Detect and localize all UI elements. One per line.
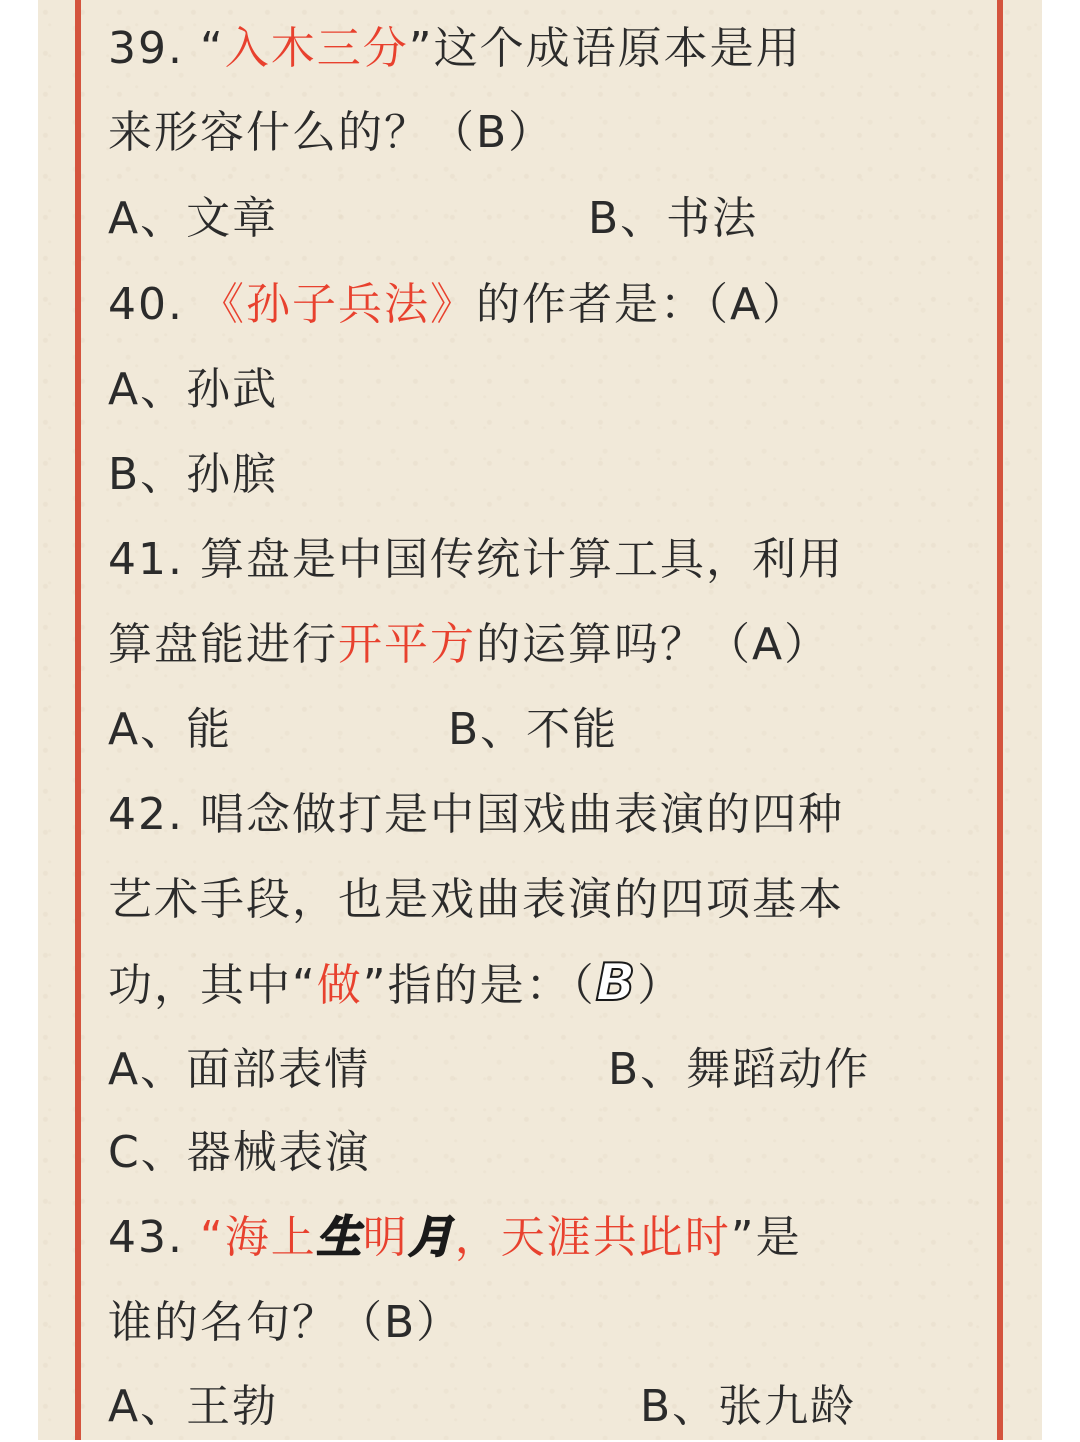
q39-option-b: B、书法 bbox=[588, 193, 759, 244]
q43-option-b: B、张九龄 bbox=[640, 1381, 857, 1432]
q40-option-a: A、孙武 bbox=[108, 364, 279, 415]
q42-line3-pre: 功，其中“ bbox=[108, 960, 317, 1011]
q41-option-a: A、能 bbox=[108, 704, 233, 755]
q40-number: 40. bbox=[108, 279, 184, 330]
q43-handwritten-char2: 月 bbox=[408, 1212, 455, 1263]
q39-line2: 来形容什么的？（B） bbox=[108, 107, 555, 158]
q43-line2: 谁的名句？（B） bbox=[108, 1297, 463, 1348]
left-red-border bbox=[75, 0, 81, 1440]
q40-rest: 的作者是：（A） bbox=[475, 279, 809, 330]
q42-option-b: B、舞蹈动作 bbox=[608, 1044, 871, 1095]
q42-option-a: A、面部表情 bbox=[108, 1044, 371, 1095]
q42-highlight: 做 bbox=[316, 960, 363, 1011]
q43-option-a: A、王勃 bbox=[108, 1381, 279, 1432]
q43-options bbox=[108, 1372, 968, 1442]
q41-highlight: 开平方 bbox=[338, 619, 476, 670]
q39-line1 bbox=[108, 14, 802, 84]
q42-answer-close: ） bbox=[637, 960, 684, 1011]
q39-rest: 这个成语原本是用 bbox=[433, 23, 802, 74]
q42-line3-post: ”指的是：（ bbox=[362, 960, 596, 1011]
q42-option-c: C、器械表演 bbox=[108, 1127, 371, 1178]
q43-quote-part1: “海上 bbox=[199, 1212, 317, 1263]
q40-option-b: B、孙膑 bbox=[108, 449, 279, 500]
q41-line2 bbox=[108, 610, 830, 680]
q39-option-a: A、文章 bbox=[108, 193, 279, 244]
right-red-border bbox=[997, 0, 1003, 1440]
q43-line1 bbox=[108, 1203, 802, 1273]
q39-close-quote: ” bbox=[408, 23, 434, 74]
q40-book-title: 《孙子兵法》 bbox=[199, 279, 476, 330]
q39-options bbox=[108, 184, 968, 254]
q43-close: ”是 bbox=[730, 1212, 802, 1263]
q42-line3 bbox=[108, 948, 683, 1018]
q41-line2-pre: 算盘能进行 bbox=[108, 619, 338, 670]
q42-options-ab bbox=[108, 1035, 968, 1105]
q41-options bbox=[108, 695, 968, 765]
q41-option-b: B、不能 bbox=[448, 704, 619, 755]
q43-number: 43. bbox=[108, 1212, 184, 1263]
q43-quote-part2: 明 bbox=[362, 1212, 409, 1263]
q43-quote-part3: ，天涯共此时 bbox=[454, 1212, 731, 1263]
q39-open-quote: “ bbox=[199, 23, 225, 74]
q42-line1: 42. 唱念做打是中国戏曲表演的四种 bbox=[108, 789, 844, 840]
q39-idiom: 入木三分 bbox=[224, 23, 409, 74]
q41-line2-post: 的运算吗？（A） bbox=[476, 619, 831, 670]
q41-line1: 41. 算盘是中国传统计算工具，利用 bbox=[108, 534, 844, 585]
q40-line1 bbox=[108, 270, 808, 340]
q42-handwritten-answer: B bbox=[595, 953, 638, 1013]
q43-handwritten-char1: 生 bbox=[316, 1212, 363, 1263]
q42-line2: 艺术手段，也是戏曲表演的四项基本 bbox=[108, 874, 844, 925]
q39-number: 39. bbox=[108, 23, 184, 74]
